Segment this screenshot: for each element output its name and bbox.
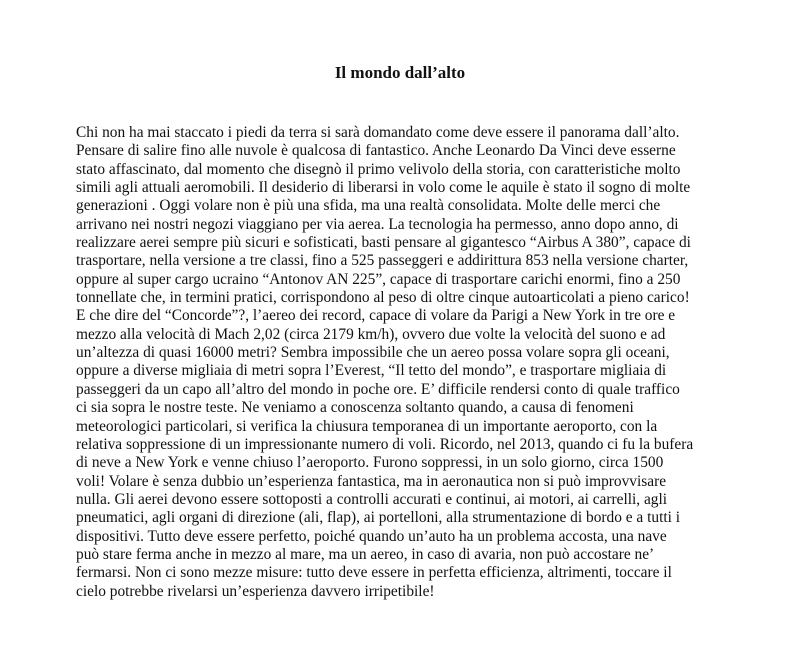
body-line: ci sia sopra le nostre teste. Ne veniamo a conoscenza soltanto quando, a causa di fenomeni [76, 399, 634, 417]
body-line: Pensare di salire fino alle nuvole è qualcosa di fantastico. Anche Leonardo Da Vinci deve esserne [76, 142, 676, 160]
body-line: pneumatici, agli organi di direzione (ali, flap), ai portelloni, alla strumentazione di bordo e a tutti i [76, 509, 681, 527]
document-body [76, 124, 736, 601]
body-line: E che dire del “Concorde”?, l’aereo dei record, capace di volare da Parigi a New York in tre ore e [76, 307, 676, 325]
body-line: trasportare, nella versione a tre classi, fino a 525 passeggeri e addirittura 853 nella versione charter, [76, 252, 689, 270]
body-line: realizzare aerei sempre più sicuri e sofisticati, basti pensare al gigantesco “Airbus A 380”, capace di [76, 234, 691, 252]
body-line: voli! Volare è senza dubbio un’esperienza fantastica, ma in aeronautica non si può improvvisare [76, 472, 667, 490]
body-line: di neve a New York e venne chiuso l’aeroporto. Furono soppressi, in un solo giorno, circa 1500 [76, 454, 664, 472]
body-line: meteorologici particolari, si verifica la chiusura temporanea di un importante aeroporto, con la [76, 417, 658, 435]
document-title: Il mondo dall’alto [334, 63, 466, 82]
body-line: arrivano nei nostri negozi viaggiano per via aerea. La tecnologia ha permesso, anno dopo anno, di [76, 215, 679, 233]
body-line: generazioni . Oggi volare non è più una sfida, ma una realtà consolidata. Molte delle merci che [76, 197, 661, 215]
body-line: mezzo alla velocità di Mach 2,02 (circa 2179 km/h), ovvero due volte la velocità del suono e ad [76, 325, 666, 343]
body-line: relativa soppressione di un impressionante numero di voli. Ricordo, nel 2013, quando ci fu la bufera [76, 435, 694, 453]
body-line: cielo potrebbe rivelarsi un’esperienza davvero irripetibile! [76, 582, 435, 600]
body-line: Chi non ha mai staccato i piedi da terra si sarà domandato come deve essere il panorama dall’alto. [76, 124, 680, 141]
body-line: fermarsi. Non ci sono mezze misure: tutto deve essere in perfetta efficienza, altrimenti, toccare il [76, 564, 672, 582]
body-line: un’altezza di quasi 16000 metri? Sembra impossibile che un aereo possa volare sopra gli oceani, [76, 344, 670, 362]
body-line: oppure a diverse migliaia di metri sopra l’Everest, “Il tetto del mondo”, e trasportare migliaia di [76, 362, 667, 380]
body-line: dispositivi. Tutto deve essere perfetto, poiché quando un’auto ha un problema accosta, una nave [76, 527, 667, 545]
body-line: tonnellate che, in termini pratici, corrispondono al peso di oltre cinque autoarticolati a pieno carico! [76, 289, 690, 307]
body-line: stato affascinato, dal momento che disegnò il primo velivolo della storia, con caratteristiche molto [76, 160, 681, 178]
body-line: oppure al super cargo ucraino “Antonov AN 225”, capace di trasportare carichi enormi, fino a 250 [76, 270, 681, 288]
body-line: simili agli attuali aeromobili. Il desiderio di liberarsi in volo come le aquile è stato il sogno di molte [76, 179, 691, 197]
body-line: nulla. Gli aerei devono essere sottoposti a controlli accurati e continui, ai motori, ai carrelli, agli [76, 490, 668, 508]
body-line: passeggeri da un capo all’altro del mondo in poche ore. E’ difficile rendersi conto di quale traffico [76, 380, 680, 398]
body-line: può stare ferma anche in mezzo al mare, ma un aereo, in caso di avaria, non può accostare ne’ [76, 545, 655, 563]
